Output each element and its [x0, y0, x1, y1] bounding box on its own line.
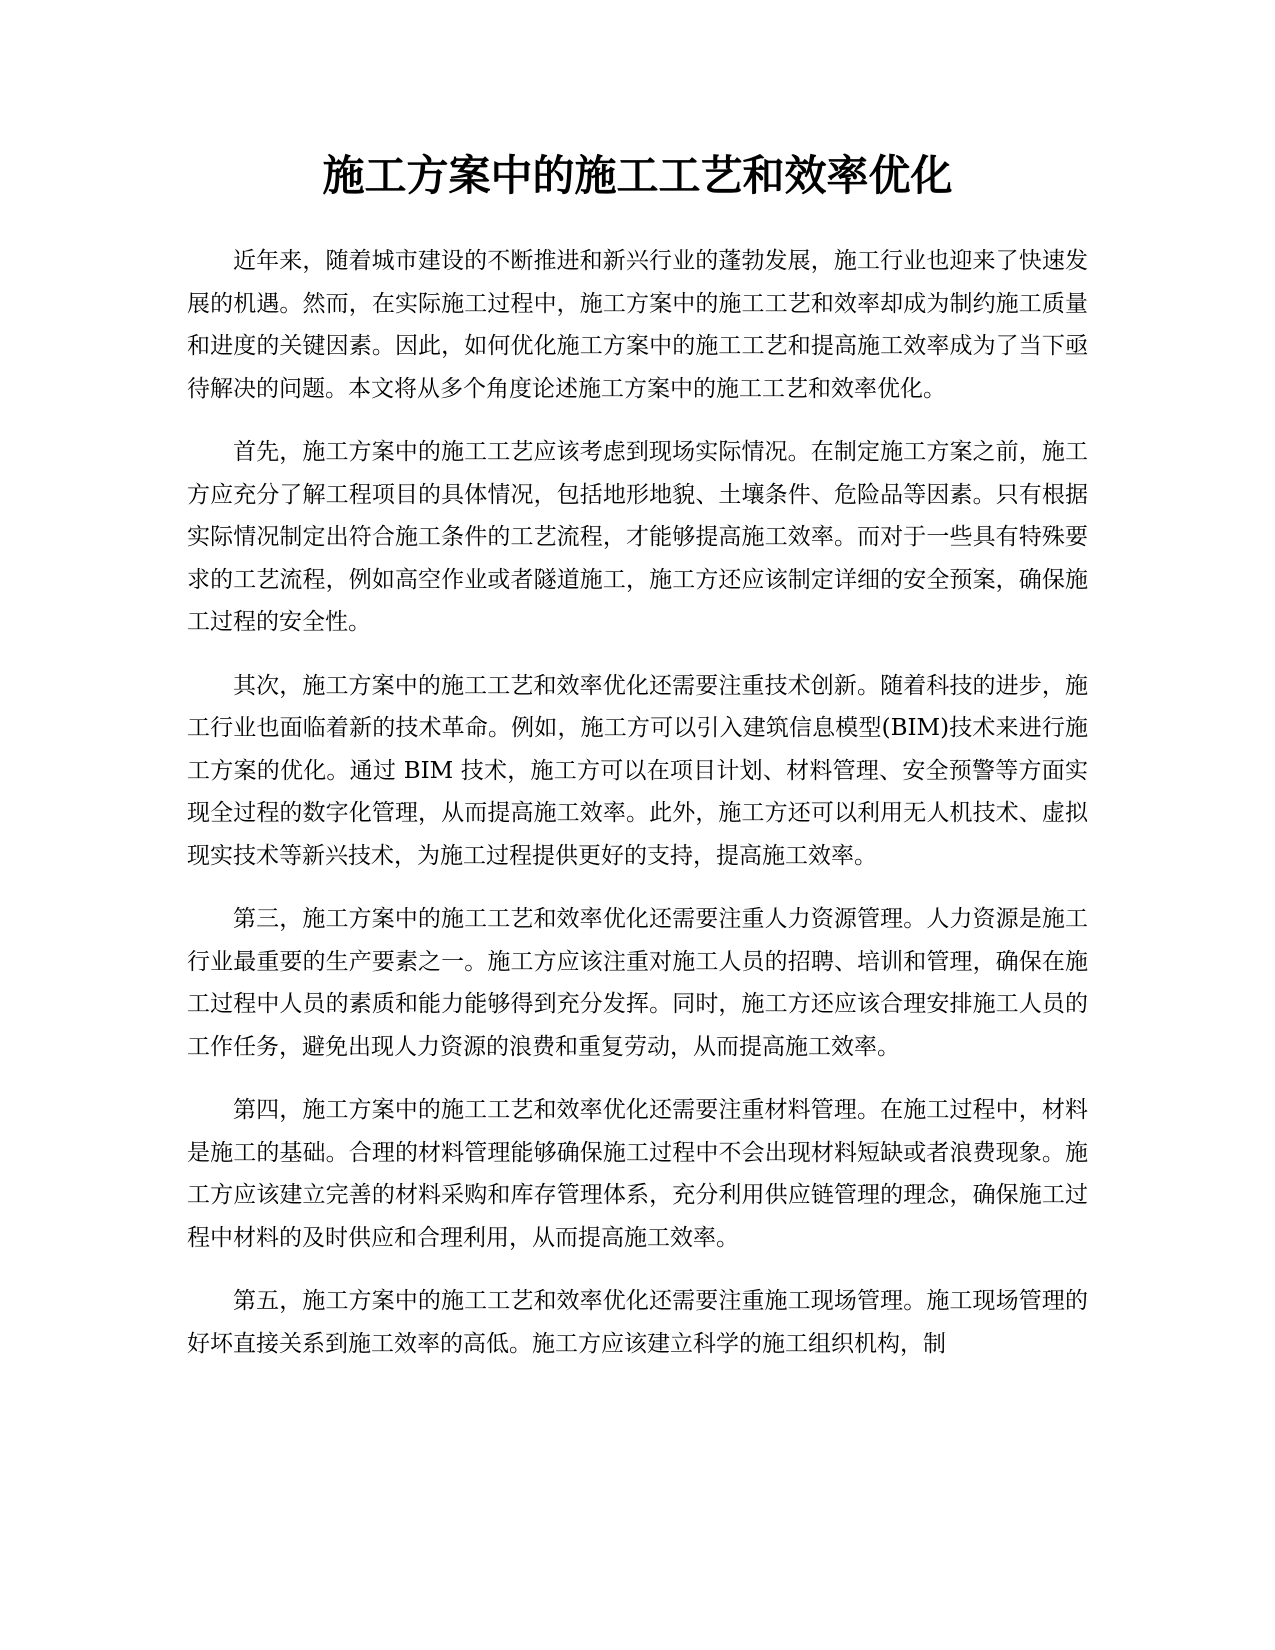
paragraph-6: 第五，施工方案中的施工工艺和效率优化还需要注重施工现场管理。施工现场管理的好坏直接关系到施工效率的高低。施工方应该建立科学的施工组织机构，制: [187, 1288, 1088, 1357]
paragraph-2: 首先，施工方案中的施工工艺应该考虑到现场实际情况。在制定施工方案之前，施工方应充分了解工程项目的具体情况，包括地形地貌、土壤条件、危险品等因素。只有根据实际情况制定出符合施工条件的工艺流程，才能够提高施工效率。而对于一些具有特殊要求的工艺流程，例如高空作业或者隧道施工，施工方还应该制定详细的安全预案，确保施工过程的安全性。: [187, 439, 1088, 635]
document-title: 施工方案中的施工工艺和效率优化: [322, 151, 953, 200]
paragraph-5: 第四，施工方案中的施工工艺和效率优化还需要注重材料管理。在施工过程中，材料是施工的基础。合理的材料管理能够确保施工过程中不会出现材料短缺或者浪费现象。施工方应该建立完善的材料采购和库存管理体系，充分利用供应链管理的理念，确保施工过程中材料的及时供应和合理利用，从而提高施工效率。: [187, 1097, 1088, 1251]
document-body: [187, 240, 1088, 1386]
paragraph-4: 第三，施工方案中的施工工艺和效率优化还需要注重人力资源管理。人力资源是施工行业最重要的生产要素之一。施工方应该注重对施工人员的招聘、培训和管理，确保在施工过程中人员的素质和能力能够得到充分发挥。同时，施工方还应该合理安排施工人员的工作任务，避免出现人力资源的浪费和重复劳动，从而提高施工效率。: [187, 906, 1088, 1060]
paragraph-3: 其次，施工方案中的施工工艺和效率优化还需要注重技术创新。随着科技的进步，施工行业也面临着新的技术革命。例如，施工方可以引入建筑信息模型(BIM)技术来进行施工方案的优化。通过 BIM 技术，施工方可以在项目计划、材料管理、安全预警等方面实现全过程的数字化管理，从而提高施工效率。此外，施工方还可以利用无人机技术、虚拟现实技术等新兴技术，为施工过程提供更好的支持，提高施工效率。: [187, 672, 1088, 869]
paragraph-1: 近年来，随着城市建设的不断推进和新兴行业的蓬勃发展，施工行业也迎来了快速发展的机遇。然而，在实际施工过程中，施工方案中的施工工艺和效率却成为制约施工质量和进度的关键因素。因此，如何优化施工方案中的施工工艺和提高施工效率成为了当下亟待解决的问题。本文将从多个角度论述施工方案中的施工工艺和效率优化。: [187, 248, 1088, 402]
